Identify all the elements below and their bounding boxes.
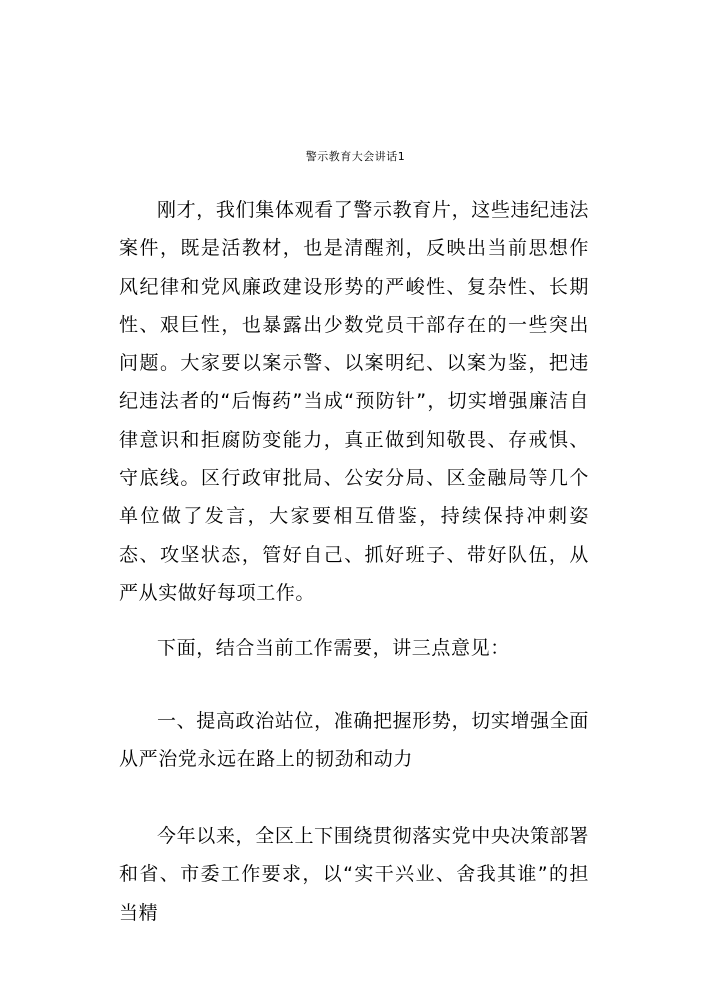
document-title: 警示教育大会讲话1 [305, 150, 406, 163]
paragraph-transition: 下面，结合当前工作需要，讲三点意见： [157, 637, 510, 659]
paragraph-section-one-body: 今年以来，全区上下围绕贯彻落实党中央决策部署和省、市委工作要求，以“实干兴业、舍我其谁”的担当精 [119, 825, 589, 924]
section-heading-one: 一、提高政治站位，准确把握形势，切实增强全面从严治党永远在路上的韧劲和动力 [119, 710, 589, 771]
paragraph-opening-remarks: 刚才，我们集体观看了警示教育片，这些违纪违法案件，既是活教材，也是清醒剂，反映出当前思想作风纪律和党风廉政建设形势的严峻性、复杂性、长期性、艰巨性，也暴露出少数党员干部存在的一些突出问题。大家要以案示警、以案明纪、以案为鉴，把违纪违法者的“后悔药”当成“预防针”，切实增强廉洁自律意识和拒腐防变能力，真正做到知敬畏、存戒惧、守底线。区行政审批局、公安分局、区金融局等几个单位做了发言，大家要相互借鉴，持续保持冲刺姿态、攻坚状态，管好自己、抓好班子、带好队伍，从严从实做好每项工作。 [119, 199, 589, 604]
